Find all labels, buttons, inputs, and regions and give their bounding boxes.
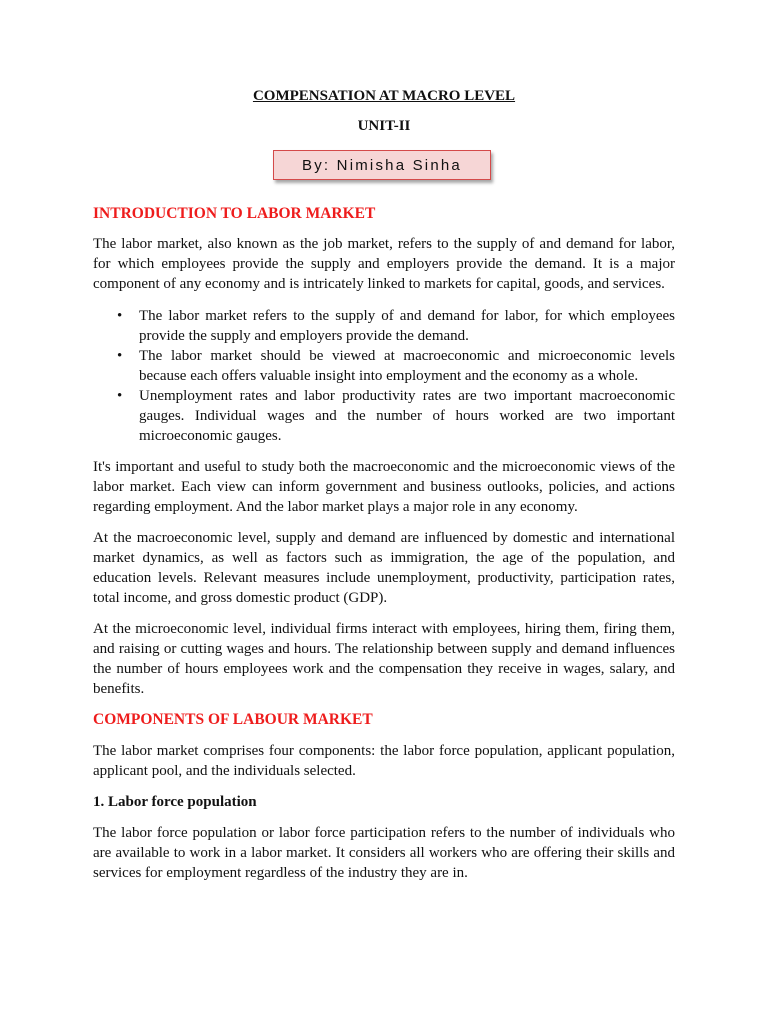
bullet-text: The labor market should be viewed at macroeconomic and microeconomic levels because each offers valuable insight into employment and the economy as a whole. xyxy=(139,348,675,384)
body-paragraph: It's important and useful to study both the macroeconomic and the microeconomic views of the labor market. Each view can inform government and business outlooks, policies, and actions regarding employment. And the labor market plays a major role in any economy. xyxy=(93,459,675,515)
bullet-icon: • xyxy=(117,388,123,404)
subsection-heading-labor-force: 1. Labor force population xyxy=(93,794,257,810)
bullet-icon: • xyxy=(117,308,123,324)
author-name: By: Nimisha Sinha xyxy=(302,156,462,174)
author-box xyxy=(273,150,491,180)
body-paragraph: At the macroeconomic level, supply and demand are influenced by domestic and international market dynamics, as well as factors such as immigration, the age of the population, and education levels. Relevant measures include unemployment, productivity, participation rates, total income, and gross domestic product (GDP). xyxy=(93,530,675,606)
labor-force-paragraph: The labor force population or labor force participation refers to the number of individuals who are available to work in a labor market. It considers all workers who are offering their skills and services for employment regardless of the industry they are in. xyxy=(93,825,675,881)
list-item xyxy=(93,386,675,446)
intro-paragraph: The labor market, also known as the job market, refers to the supply of and demand for labor, for which employees provide the supply and employers provide the demand. It is a major component of any economy and is intricately linked to markets for capital, goods, and services. xyxy=(93,236,675,292)
section-heading-introduction: INTRODUCTION TO LABOR MARKET xyxy=(93,205,376,222)
bullet-list xyxy=(93,306,675,446)
bullet-text: The labor market refers to the supply of and demand for labor, for which employees provide the supply and employers provide the demand. xyxy=(139,308,675,344)
body-paragraph: At the microeconomic level, individual firms interact with employees, hiring them, firing them, and raising or cutting wages and hours. The relationship between supply and demand influences the number of hours employees work and the compensation they receive in wages, salary, and benefits. xyxy=(93,621,675,697)
bullet-text: Unemployment rates and labor productivity rates are two important macroeconomic gauges. Individual wages and the number of hours worked are two important microeconomic gauges. xyxy=(139,388,675,444)
components-intro-paragraph: The labor market comprises four components: the labor force population, applicant population, applicant pool, and the individuals selected. xyxy=(93,743,675,779)
unit-label: UNIT-II xyxy=(357,118,411,134)
bullet-icon: • xyxy=(117,348,123,364)
list-item xyxy=(93,346,675,386)
document-page xyxy=(93,86,675,883)
section-heading-components: COMPONENTS OF LABOUR MARKET xyxy=(93,711,373,728)
document-title: COMPENSATION AT MACRO LEVEL xyxy=(252,88,516,104)
list-item xyxy=(93,306,675,346)
